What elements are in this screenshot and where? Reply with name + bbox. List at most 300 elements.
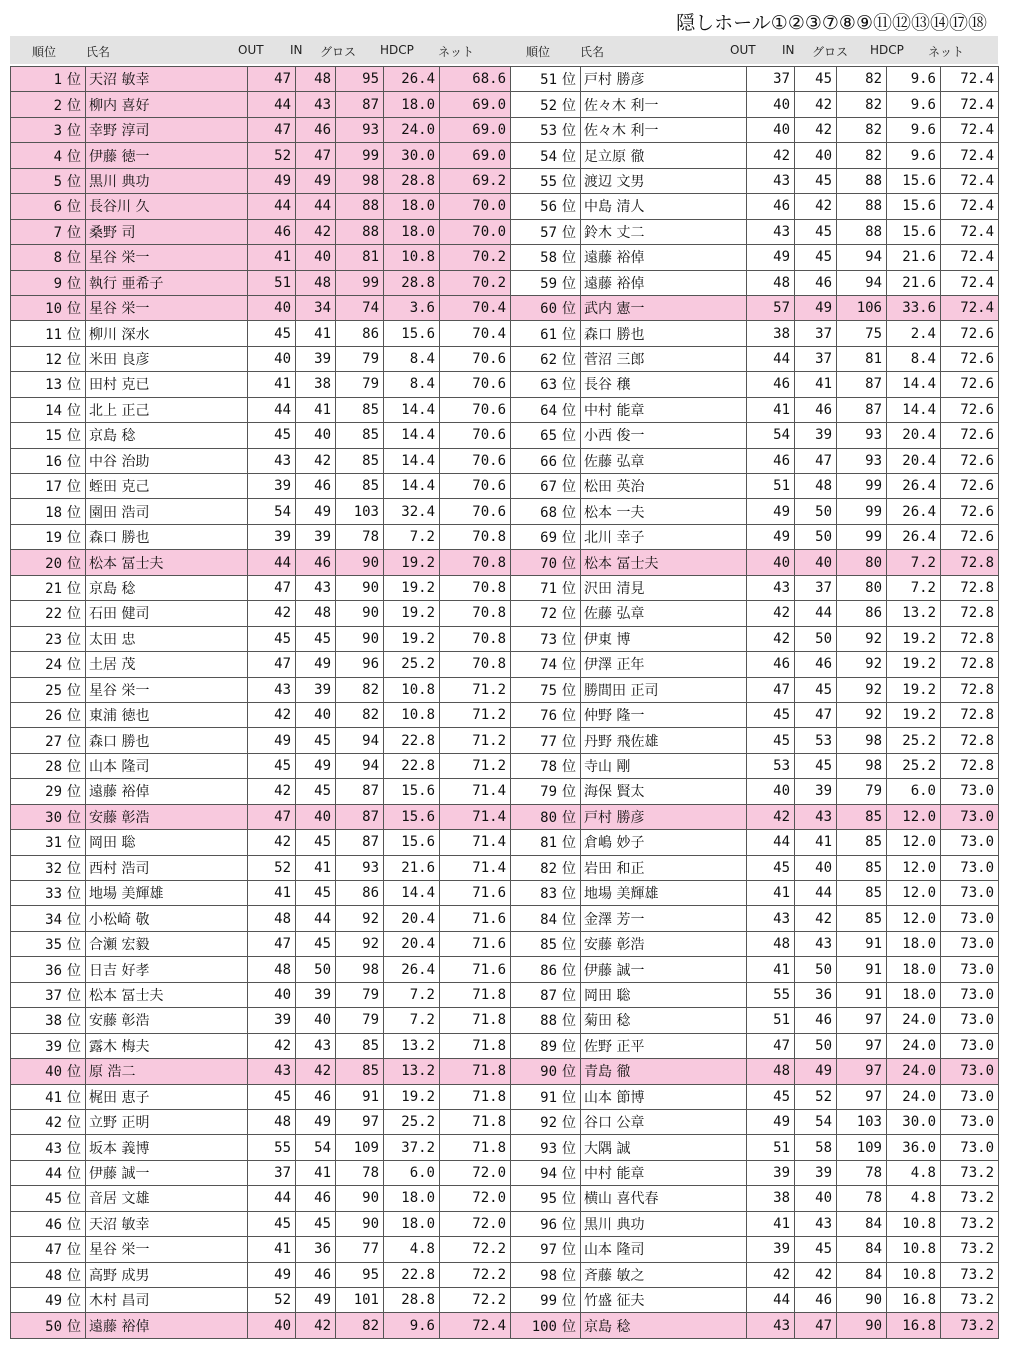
hdcp-value: 13.2: [887, 601, 941, 626]
gross-score: 87: [336, 92, 384, 117]
player-name: 星谷 栄一: [86, 677, 248, 702]
out-score: 44: [248, 194, 296, 219]
rank-cell: [11, 1033, 86, 1058]
table-row: [11, 1135, 999, 1160]
rank-suffix: 位: [562, 682, 576, 699]
gross-score: 88: [336, 219, 384, 244]
net-score: 70.4: [440, 295, 511, 320]
player-name: 松本 一夫: [581, 499, 747, 524]
out-score: 43: [747, 575, 795, 600]
gross-score: 78: [837, 1186, 887, 1211]
rank-cell: [511, 931, 581, 956]
rank-cell: [11, 1237, 86, 1262]
player-name: 天沼 敏幸: [86, 67, 248, 92]
rank-number: 79: [540, 784, 557, 801]
in-score: 49: [795, 295, 837, 320]
player-name: 山本 隆司: [581, 1237, 747, 1262]
out-score: 45: [747, 728, 795, 753]
rank-cell: [511, 346, 581, 371]
in-score: 38: [296, 372, 336, 397]
header-rank: 順位: [32, 45, 57, 59]
rank-number: 66: [540, 453, 557, 470]
in-score: 34: [296, 295, 336, 320]
hdcp-value: 18.0: [384, 1186, 440, 1211]
out-score: 42: [747, 601, 795, 626]
rank-suffix: 位: [562, 530, 576, 547]
out-score: 41: [747, 397, 795, 422]
out-score: 49: [747, 499, 795, 524]
rank-number: 13: [45, 377, 62, 394]
rank-suffix: 位: [67, 580, 81, 597]
net-score: 73.0: [941, 1033, 999, 1058]
rank-number: 4: [53, 148, 62, 165]
rank-cell: [11, 1288, 86, 1313]
player-name: 日吉 好孝: [86, 957, 248, 982]
rank-suffix: 位: [562, 759, 576, 776]
rank-cell: [511, 1135, 581, 1160]
rank-suffix: 位: [67, 250, 81, 267]
net-score: 73.2: [941, 1160, 999, 1185]
in-score: 39: [296, 982, 336, 1007]
out-score: 48: [747, 270, 795, 295]
hdcp-value: 13.2: [384, 1033, 440, 1058]
gross-score: 86: [837, 601, 887, 626]
rank-number: 23: [45, 631, 62, 648]
rank-cell: [11, 67, 86, 92]
net-score: 72.6: [941, 372, 999, 397]
in-score: 54: [795, 1109, 837, 1134]
rank-cell: [511, 1059, 581, 1084]
player-name: 音居 文雄: [86, 1186, 248, 1211]
rank-number: 43: [45, 1140, 62, 1157]
hdcp-value: 4.8: [887, 1160, 941, 1185]
rank-number: 84: [540, 911, 557, 928]
rank-suffix: 位: [562, 72, 576, 89]
net-score: 72.4: [941, 270, 999, 295]
player-name: 伊東 博: [581, 626, 747, 651]
rank-cell: [511, 295, 581, 320]
rank-number: 69: [540, 530, 557, 547]
hdcp-value: 9.6: [887, 143, 941, 168]
rank-number: 7: [53, 224, 62, 241]
rank-number: 88: [540, 1013, 557, 1030]
out-score: 47: [248, 931, 296, 956]
gross-score: 93: [336, 117, 384, 142]
gross-score: 98: [336, 957, 384, 982]
rank-suffix: 位: [562, 835, 576, 852]
in-score: 49: [795, 1059, 837, 1084]
rank-cell: [511, 397, 581, 422]
gross-score: 99: [336, 270, 384, 295]
rank-cell: [11, 982, 86, 1007]
player-name: 蛭田 克己: [86, 474, 248, 499]
player-name: 松本 冨士夫: [581, 550, 747, 575]
results-table: [10, 66, 999, 1339]
in-score: 45: [795, 677, 837, 702]
rank-cell: [511, 1033, 581, 1058]
hdcp-value: 19.2: [384, 1084, 440, 1109]
rank-suffix: 位: [562, 301, 576, 318]
rank-suffix: 位: [67, 987, 81, 1004]
rank-number: 64: [540, 402, 557, 419]
gross-score: 96: [336, 652, 384, 677]
rank-number: 44: [45, 1166, 62, 1183]
rank-suffix: 位: [67, 402, 81, 419]
net-score: 70.0: [440, 194, 511, 219]
player-name: 戸村 勝彦: [581, 67, 747, 92]
player-name: 遠藤 裕倬: [581, 245, 747, 270]
out-score: 49: [248, 168, 296, 193]
rank-suffix: 位: [562, 1013, 576, 1030]
player-name: 園田 浩司: [86, 499, 248, 524]
rank-cell: [511, 677, 581, 702]
hdcp-value: 25.2: [384, 652, 440, 677]
out-score: 40: [747, 117, 795, 142]
hdcp-value: 26.4: [384, 957, 440, 982]
rank-cell: [511, 550, 581, 575]
rank-cell: [511, 423, 581, 448]
out-score: 41: [248, 1237, 296, 1262]
out-score: 45: [248, 1211, 296, 1236]
gross-score: 79: [837, 779, 887, 804]
gross-score: 87: [336, 779, 384, 804]
rank-suffix: 位: [562, 1191, 576, 1208]
hdcp-value: 3.6: [384, 295, 440, 320]
gross-score: 109: [336, 1135, 384, 1160]
player-name: 京島 稔: [581, 1313, 747, 1338]
net-score: 72.4: [941, 92, 999, 117]
out-score: 43: [747, 1313, 795, 1338]
out-score: 47: [248, 652, 296, 677]
out-score: 40: [747, 550, 795, 575]
rank-number: 29: [45, 784, 62, 801]
gross-score: 82: [837, 143, 887, 168]
out-score: 40: [747, 92, 795, 117]
hdcp-value: 18.0: [384, 219, 440, 244]
rank-number: 89: [540, 1038, 557, 1055]
rank-suffix: 位: [562, 402, 576, 419]
rank-cell: [511, 830, 581, 855]
out-score: 42: [248, 779, 296, 804]
in-score: 53: [795, 728, 837, 753]
rank-cell: [11, 1262, 86, 1287]
hdcp-value: 13.2: [384, 1059, 440, 1084]
rank-suffix: 位: [562, 224, 576, 241]
in-score: 45: [296, 931, 336, 956]
rank-number: 26: [45, 708, 62, 725]
rank-cell: [511, 499, 581, 524]
rank-cell: [511, 1288, 581, 1313]
rank-cell: [511, 1313, 581, 1338]
net-score: 72.4: [941, 67, 999, 92]
out-score: 42: [747, 1262, 795, 1287]
out-score: 48: [747, 931, 795, 956]
gross-score: 75: [837, 321, 887, 346]
out-score: 44: [747, 1288, 795, 1313]
rank-cell: [11, 270, 86, 295]
net-score: 69.0: [440, 143, 511, 168]
net-score: 73.0: [941, 982, 999, 1007]
out-score: 39: [747, 1160, 795, 1185]
out-score: 45: [248, 423, 296, 448]
rank-number: 3: [53, 123, 62, 140]
rank-suffix: 位: [562, 173, 576, 190]
in-score: 41: [795, 830, 837, 855]
in-score: 40: [296, 702, 336, 727]
rank-suffix: 位: [562, 809, 576, 826]
hdcp-value: 2.4: [887, 321, 941, 346]
player-name: 中谷 治助: [86, 448, 248, 473]
gross-score: 92: [837, 652, 887, 677]
gross-score: 99: [837, 499, 887, 524]
player-name: 北上 正己: [86, 397, 248, 422]
hdcp-value: 9.6: [887, 67, 941, 92]
rank-cell: [11, 626, 86, 651]
in-score: 44: [296, 906, 336, 931]
header-gross: グロス: [812, 45, 849, 59]
rank-suffix: 位: [562, 1318, 576, 1335]
rank-cell: [511, 957, 581, 982]
table-row: [11, 702, 999, 727]
rank-suffix: 位: [67, 1293, 81, 1310]
rank-suffix: 位: [67, 199, 81, 216]
hdcp-value: 18.0: [384, 92, 440, 117]
in-score: 37: [795, 321, 837, 346]
hdcp-value: 20.4: [384, 906, 440, 931]
rank-number: 22: [45, 606, 62, 623]
player-name: 丹野 飛佐雄: [581, 728, 747, 753]
gross-score: 92: [336, 906, 384, 931]
rank-cell: [511, 117, 581, 142]
gross-score: 82: [837, 67, 887, 92]
in-score: 46: [296, 1084, 336, 1109]
hdcp-value: 32.4: [384, 499, 440, 524]
rank-suffix: 位: [562, 708, 576, 725]
out-score: 48: [248, 1109, 296, 1134]
gross-score: 95: [336, 67, 384, 92]
rank-suffix: 位: [67, 1166, 81, 1183]
hdcp-value: 12.0: [887, 855, 941, 880]
net-score: 72.4: [941, 117, 999, 142]
results-rows: [11, 67, 999, 1339]
rank-cell: [11, 1084, 86, 1109]
rank-number: 63: [540, 377, 557, 394]
gross-score: 90: [837, 1288, 887, 1313]
out-score: 43: [248, 448, 296, 473]
rank-number: 46: [45, 1216, 62, 1233]
rank-suffix: 位: [67, 1089, 81, 1106]
rank-cell: [11, 855, 86, 880]
net-score: 73.0: [941, 1059, 999, 1084]
hdcp-value: 8.4: [384, 372, 440, 397]
rank-cell: [511, 524, 581, 549]
net-score: 70.6: [440, 448, 511, 473]
rank-suffix: 位: [562, 326, 576, 343]
rank-suffix: 位: [562, 479, 576, 496]
rank-suffix: 位: [67, 224, 81, 241]
net-score: 73.2: [941, 1262, 999, 1287]
out-score: 49: [747, 524, 795, 549]
rank-number: 9: [53, 275, 62, 292]
table-row: [11, 601, 999, 626]
in-score: 49: [296, 499, 336, 524]
player-name: 岡田 聡: [581, 982, 747, 1007]
rank-number: 62: [540, 352, 557, 369]
gross-score: 91: [837, 931, 887, 956]
rank-cell: [11, 1135, 86, 1160]
player-name: 天沼 敏幸: [86, 1211, 248, 1236]
rank-cell: [511, 626, 581, 651]
net-score: 70.6: [440, 346, 511, 371]
rank-number: 24: [45, 657, 62, 674]
player-name: 中島 清人: [581, 194, 747, 219]
in-score: 45: [296, 626, 336, 651]
rank-suffix: 位: [562, 250, 576, 267]
net-score: 70.8: [440, 524, 511, 549]
gross-score: 85: [336, 448, 384, 473]
hdcp-value: 10.8: [887, 1262, 941, 1287]
rank-suffix: 位: [562, 987, 576, 1004]
rank-cell: [511, 779, 581, 804]
net-score: 72.0: [440, 1186, 511, 1211]
net-score: 69.0: [440, 92, 511, 117]
in-score: 50: [795, 524, 837, 549]
player-name: 立野 正明: [86, 1109, 248, 1134]
rank-cell: [511, 753, 581, 778]
in-score: 44: [795, 601, 837, 626]
rank-cell: [511, 67, 581, 92]
out-score: 49: [747, 245, 795, 270]
out-score: 52: [248, 143, 296, 168]
in-score: 45: [296, 830, 336, 855]
rank-suffix: 位: [562, 148, 576, 165]
player-name: 倉嶋 妙子: [581, 830, 747, 855]
rank-cell: [11, 779, 86, 804]
table-row: [11, 423, 999, 448]
player-name: 仲野 隆一: [581, 702, 747, 727]
net-score: 72.4: [941, 219, 999, 244]
rank-suffix: 位: [67, 835, 81, 852]
table-row: [11, 906, 999, 931]
out-score: 44: [248, 1186, 296, 1211]
player-name: 京島 稔: [86, 423, 248, 448]
hdcp-value: 9.6: [887, 117, 941, 142]
rank-suffix: 位: [67, 708, 81, 725]
rank-cell: [511, 194, 581, 219]
rank-cell: [11, 474, 86, 499]
table-row: [11, 1084, 999, 1109]
rank-suffix: 位: [67, 1064, 81, 1081]
rank-number: 87: [540, 987, 557, 1004]
rank-cell: [11, 1211, 86, 1236]
rank-suffix: 位: [67, 682, 81, 699]
rank-suffix: 位: [562, 199, 576, 216]
player-name: 中村 能章: [581, 1160, 747, 1185]
rank-suffix: 位: [67, 1038, 81, 1055]
rank-suffix: 位: [562, 580, 576, 597]
hdcp-value: 26.4: [384, 67, 440, 92]
rank-suffix: 位: [67, 453, 81, 470]
hdcp-value: 28.8: [384, 1288, 440, 1313]
gross-score: 82: [336, 1313, 384, 1338]
rank-number: 70: [540, 555, 557, 572]
gross-score: 85: [336, 423, 384, 448]
gross-score: 97: [837, 1059, 887, 1084]
net-score: 72.6: [941, 321, 999, 346]
net-score: 72.0: [440, 1211, 511, 1236]
gross-score: 90: [336, 550, 384, 575]
rank-cell: [511, 881, 581, 906]
gross-score: 93: [837, 448, 887, 473]
net-score: 70.6: [440, 372, 511, 397]
table-row: [11, 219, 999, 244]
net-score: 72.6: [941, 499, 999, 524]
gross-score: 77: [336, 1237, 384, 1262]
out-score: 51: [747, 474, 795, 499]
rank-cell: [11, 906, 86, 931]
rank-suffix: 位: [67, 530, 81, 547]
rank-cell: [511, 855, 581, 880]
gross-score: 87: [336, 804, 384, 829]
header-out: OUT: [238, 43, 264, 57]
rank-number: 38: [45, 1013, 62, 1030]
in-score: 39: [795, 1160, 837, 1185]
net-score: 73.2: [941, 1313, 999, 1338]
rank-suffix: 位: [562, 911, 576, 928]
hdcp-value: 22.8: [384, 1262, 440, 1287]
header-name: 氏名: [86, 45, 111, 59]
rank-suffix: 位: [67, 479, 81, 496]
out-score: 40: [248, 1313, 296, 1338]
rank-cell: [11, 881, 86, 906]
rank-suffix: 位: [562, 784, 576, 801]
out-score: 48: [248, 906, 296, 931]
out-score: 38: [747, 321, 795, 346]
net-score: 73.0: [941, 1109, 999, 1134]
net-score: 72.6: [941, 474, 999, 499]
net-score: 71.8: [440, 1109, 511, 1134]
rank-number: 40: [45, 1064, 62, 1081]
hdcp-value: 18.0: [887, 931, 941, 956]
rank-number: 14: [45, 402, 62, 419]
gross-score: 109: [837, 1135, 887, 1160]
player-name: 森口 勝也: [86, 728, 248, 753]
rank-suffix: 位: [67, 759, 81, 776]
rank-suffix: 位: [562, 733, 576, 750]
rank-cell: [511, 1109, 581, 1134]
in-score: 43: [795, 804, 837, 829]
rank-suffix: 位: [562, 428, 576, 445]
hdcp-value: 18.0: [887, 957, 941, 982]
gross-score: 103: [837, 1109, 887, 1134]
rank-cell: [511, 245, 581, 270]
net-score: 70.8: [440, 575, 511, 600]
net-score: 68.6: [440, 67, 511, 92]
gross-score: 93: [837, 423, 887, 448]
rank-cell: [11, 423, 86, 448]
player-name: 遠藤 裕倬: [86, 1313, 248, 1338]
rank-cell: [511, 982, 581, 1007]
rank-suffix: 位: [67, 301, 81, 318]
hdcp-value: 15.6: [384, 804, 440, 829]
in-score: 49: [296, 168, 336, 193]
rank-number: 93: [540, 1140, 557, 1157]
net-score: 72.8: [941, 550, 999, 575]
rank-number: 67: [540, 479, 557, 496]
in-score: 42: [795, 117, 837, 142]
net-score: 73.0: [941, 779, 999, 804]
net-score: 73.0: [941, 1008, 999, 1033]
